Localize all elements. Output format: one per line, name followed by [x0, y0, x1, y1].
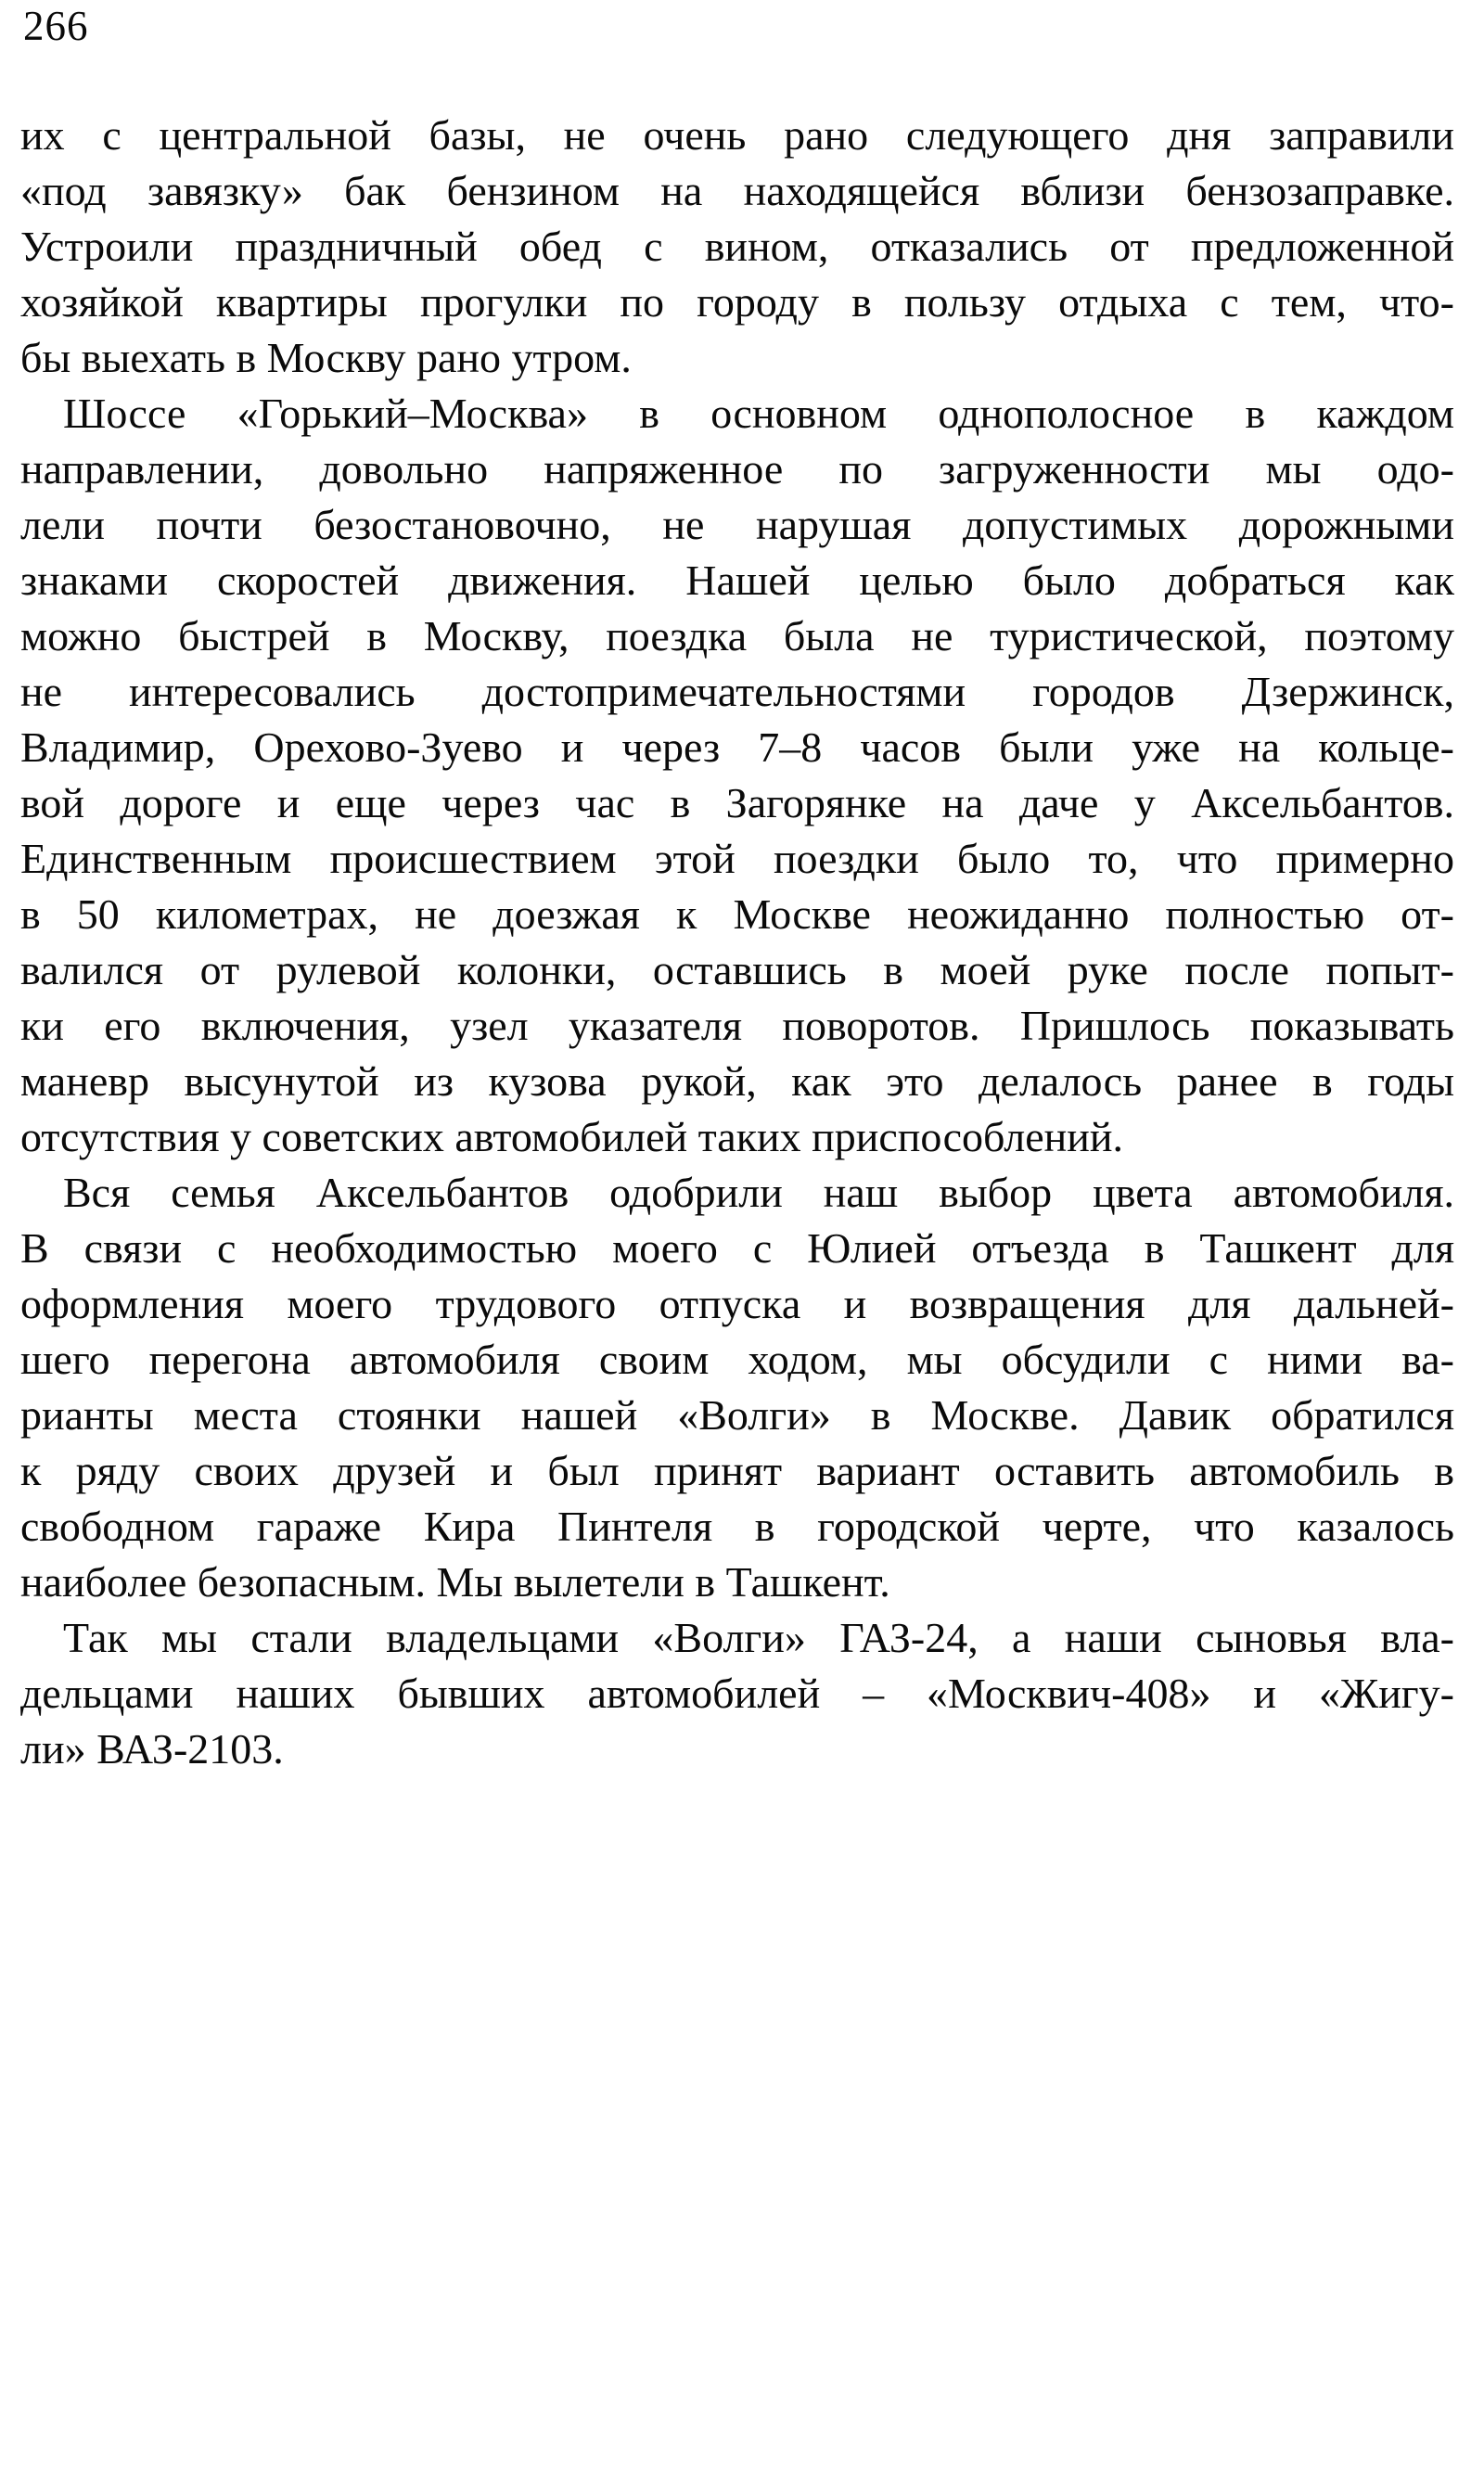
text-line: Владимир, Орехово-Зуево и через 7–8 часов были уже на кольце-: [20, 723, 1454, 771]
paragraph: [20, 1610, 1454, 1777]
page-number: 266: [23, 3, 89, 49]
text-line: бы выехать в Москву рано утром.: [20, 334, 632, 381]
text-line: их с центральной базы, не очень рано следующего дня заправили: [20, 111, 1454, 159]
paragraph: [20, 1165, 1454, 1610]
text-line: Устроили праздничный обед с вином, отказались от предложенной: [20, 223, 1454, 270]
paragraph: [20, 108, 1454, 386]
text-line: валился от рулевой колонки, оставшись в моей руке после попыт-: [20, 946, 1454, 993]
text-block: [20, 108, 1454, 1777]
text-line: дельцами наших бывших автомобилей – «Москвич-408» и «Жигу-: [20, 1670, 1454, 1717]
text-line: оформления моего трудового отпуска и возвращения для дальней-: [20, 1280, 1454, 1327]
text-line: наиболее безопасным. Мы вылетели в Ташкент.: [20, 1558, 890, 1606]
text-line: направлении, довольно напряженное по загруженности мы одо-: [20, 445, 1454, 493]
text-line: вой дороге и еще через час в Загорянке на даче у Аксельбантов.: [20, 779, 1454, 826]
text-line: к ряду своих друзей и был принят вариант оставить автомобиль в: [20, 1447, 1454, 1494]
text-line: рианты места стоянки нашей «Волги» в Москве. Давик обратился: [20, 1391, 1454, 1439]
text-line: лели почти безостановочно, не нарушая допустимых дорожными: [20, 501, 1454, 548]
text-line: маневр высунутой из кузова рукой, как это делалось ранее в годы: [20, 1057, 1454, 1105]
text-line: знаками скоростей движения. Нашей целью было добраться как: [20, 557, 1454, 604]
text-line: свободном гараже Кира Пинтеля в городской черте, что казалось: [20, 1503, 1454, 1550]
text-line: Вся семья Аксельбантов одобрили наш выбор цвета автомобиля.: [63, 1169, 1454, 1216]
text-line: шего перегона автомобиля своим ходом, мы обсудили с ними ва-: [20, 1336, 1454, 1383]
text-line: Шоссе «Горький–Москва» в основном однополосное в каждом: [63, 390, 1454, 437]
paragraph: [20, 386, 1454, 1165]
text-line: отсутствия у советских автомобилей таких приспособлений.: [20, 1113, 1123, 1160]
text-line: ки его включения, узел указателя поворотов. Пришлось показывать: [20, 1002, 1454, 1049]
text-line: «под завязку» бак бензином на находящейся вблизи бензозаправке.: [20, 167, 1454, 214]
text-line: не интересовались достопримечательностями городов Дзержинск,: [20, 668, 1454, 715]
text-line: можно быстрей в Москву, поездка была не туристической, поэтому: [20, 612, 1454, 659]
text-line: хозяйкой квартиры прогулки по городу в пользу отдыха с тем, что-: [20, 278, 1454, 326]
text-line: ли» ВАЗ-2103.: [20, 1725, 284, 1773]
text-line: Единственным происшествием этой поездки было то, что примерно: [20, 835, 1454, 882]
text-line: Так мы стали владельцами «Волги» ГАЗ-24, а наши сыновья вла-: [63, 1614, 1454, 1661]
text-line: в 50 километрах, не доезжая к Москве неожиданно полностью от-: [20, 890, 1454, 938]
text-line: В связи с необходимостью моего с Юлией отъезда в Ташкент для: [20, 1224, 1454, 1272]
